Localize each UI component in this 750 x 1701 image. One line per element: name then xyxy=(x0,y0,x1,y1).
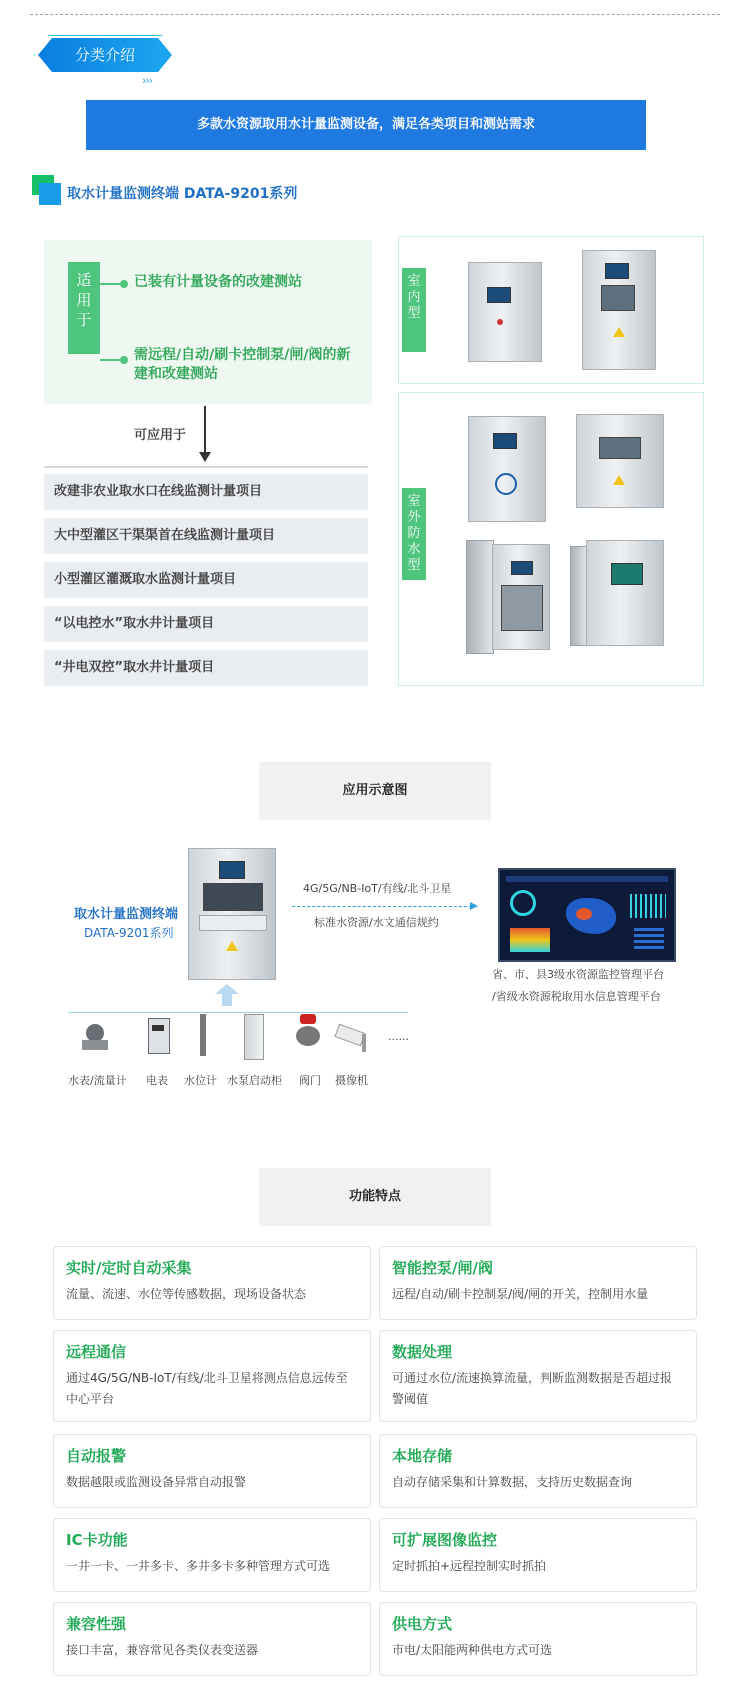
outdoor-cabinet-image xyxy=(576,414,664,508)
pump-cabinet-icon xyxy=(244,1014,264,1060)
up-arrow-head-icon xyxy=(215,984,239,994)
arrow-head-icon xyxy=(470,902,478,910)
indoor-cabinet-image xyxy=(468,262,542,362)
feature-desc: 市电/太阳能两种供电方式可选 xyxy=(392,1643,553,1657)
project-item: “井电双控”取水井计量项目 xyxy=(44,650,368,686)
section-tag-label: 分类介绍 xyxy=(74,46,135,64)
device-line xyxy=(68,1012,408,1013)
feature-card xyxy=(53,1434,371,1508)
list-divider xyxy=(44,466,368,468)
feature-card xyxy=(379,1602,697,1676)
bullet-icon xyxy=(120,280,128,288)
project-item: 改建非农业取水口在线监测计量项目 xyxy=(44,474,368,510)
project-item: 大中型灌区干渠渠首在线监测计量项目 xyxy=(44,518,368,554)
more-devices: ...... xyxy=(388,1030,409,1043)
terminal-title: 取水计量监测终端 xyxy=(74,907,179,922)
feature-title: 可扩展图像监控 xyxy=(392,1531,498,1549)
network-label: 4G/5G/NB-IoT/有线/北斗卫星 xyxy=(303,882,452,895)
feature-desc: 定时抓拍+远程控制实时抓拍 xyxy=(392,1559,547,1573)
feature-title: 远程通信 xyxy=(66,1343,127,1361)
application-header: 应用示意图 xyxy=(259,762,491,820)
device-label: 阀门 xyxy=(299,1074,321,1087)
feature-title: 兼容性强 xyxy=(66,1615,127,1633)
down-arrow-icon xyxy=(204,406,206,456)
terminal-cabinet-image xyxy=(188,848,276,980)
indoor-tag: 室内型 xyxy=(402,268,426,352)
device-label: 电表 xyxy=(146,1074,168,1087)
banner: 多款水资源取用水计量监测设备，满足各类项目和测站需求 xyxy=(86,100,646,150)
feature-title: 本地存储 xyxy=(392,1447,453,1465)
feature-desc: 接口丰富，兼容常见各类仪表变送器 xyxy=(66,1643,259,1657)
up-arrow-icon xyxy=(222,992,232,1006)
feature-title: 自动报警 xyxy=(66,1447,127,1465)
feature-title: 智能控泵/闸/阀 xyxy=(392,1259,493,1277)
outdoor-cabinet-image xyxy=(468,416,546,522)
applicable-tag-label: 适用于 xyxy=(76,271,92,329)
feature-desc: 远程/自动/刷卡控制泵/阀/闸的开关，控制用水量 xyxy=(392,1287,649,1301)
indoor-cabinet-image xyxy=(582,250,656,370)
valve-icon xyxy=(296,1014,320,1052)
device-label: 水表/流量计 xyxy=(68,1074,127,1087)
device-label: 水泵启动柜 xyxy=(227,1074,282,1087)
feature-desc: 自动存储采集和计算数据，支持历史数据查询 xyxy=(392,1475,633,1489)
feature-card xyxy=(53,1518,371,1592)
feature-card xyxy=(379,1246,697,1320)
terminal-subtitle: DATA-9201系列 xyxy=(84,926,174,940)
open-door-image xyxy=(466,540,494,654)
device-label: 摄像机 xyxy=(335,1074,368,1087)
outdoor-tag: 室外防水型 xyxy=(402,488,426,580)
features-header: 功能特点 xyxy=(259,1168,491,1226)
bullet-icon xyxy=(120,356,128,364)
platform-screen-image xyxy=(498,868,676,962)
applicable-tag xyxy=(68,262,100,354)
feature-card xyxy=(53,1602,371,1676)
project-item: 小型灌区灌溉取水监测计量项目 xyxy=(44,562,368,598)
series-title: 取水计量监测终端 DATA-9201系列 xyxy=(67,186,298,202)
feature-card xyxy=(379,1434,697,1508)
feature-card xyxy=(379,1330,697,1422)
chevrons-icon: ››› xyxy=(142,74,153,87)
protocol-label: 标准水资源/水文通信规约 xyxy=(314,916,439,929)
water-level-meter-icon xyxy=(200,1014,206,1056)
section-tag xyxy=(38,38,172,87)
feature-title: IC卡功能 xyxy=(66,1531,128,1549)
feature-title: 数据处理 xyxy=(392,1343,453,1361)
feature-title: 实时/定时自动采集 xyxy=(66,1259,192,1277)
feature-card xyxy=(53,1246,371,1320)
feature-desc: 通过4G/5G/NB-IoT/有线/北斗卫星将测点信息远传至中心平台 xyxy=(66,1371,348,1406)
applicable-item: 已装有计量设备的改建测站 xyxy=(134,274,302,290)
top-divider xyxy=(30,14,720,15)
outdoor-cabinet-open-image xyxy=(586,540,664,646)
platform-line-2: /省级水资源税取用水信息管理平台 xyxy=(492,990,661,1003)
camera-icon xyxy=(336,1024,372,1054)
can-apply-label: 可应用于 xyxy=(134,428,187,443)
water-meter-icon xyxy=(82,1024,108,1054)
project-item: “以电控水”取水井计量项目 xyxy=(44,606,368,642)
platform-line-1: 省、市、县3级水资源监控管理平台 xyxy=(492,968,664,981)
indoor-panel xyxy=(398,236,704,384)
series-squares-icon xyxy=(32,175,58,205)
applicable-item: 需远程/自动/刷卡控制泵/闸/阀的新建和改建测站 xyxy=(134,347,351,382)
feature-desc: 流量、流速、水位等传感数据，现场设备状态 xyxy=(66,1287,307,1301)
feature-card xyxy=(379,1518,697,1592)
feature-desc: 一井一卡、一井多卡、多井多卡多种管理方式可选 xyxy=(66,1559,331,1573)
feature-title: 供电方式 xyxy=(392,1615,453,1633)
device-label: 水位计 xyxy=(184,1074,217,1087)
transmission-arrow xyxy=(292,906,472,907)
electric-meter-icon xyxy=(148,1018,170,1054)
down-arrow-head-icon xyxy=(199,452,211,462)
outdoor-cabinet-open-image xyxy=(492,544,550,650)
feature-desc: 可通过水位/流速换算流量，判断监测数据是否超过报警阈值 xyxy=(392,1371,673,1406)
feature-desc: 数据越限或监测设备异常自动报警 xyxy=(66,1475,247,1489)
feature-card xyxy=(53,1330,371,1422)
